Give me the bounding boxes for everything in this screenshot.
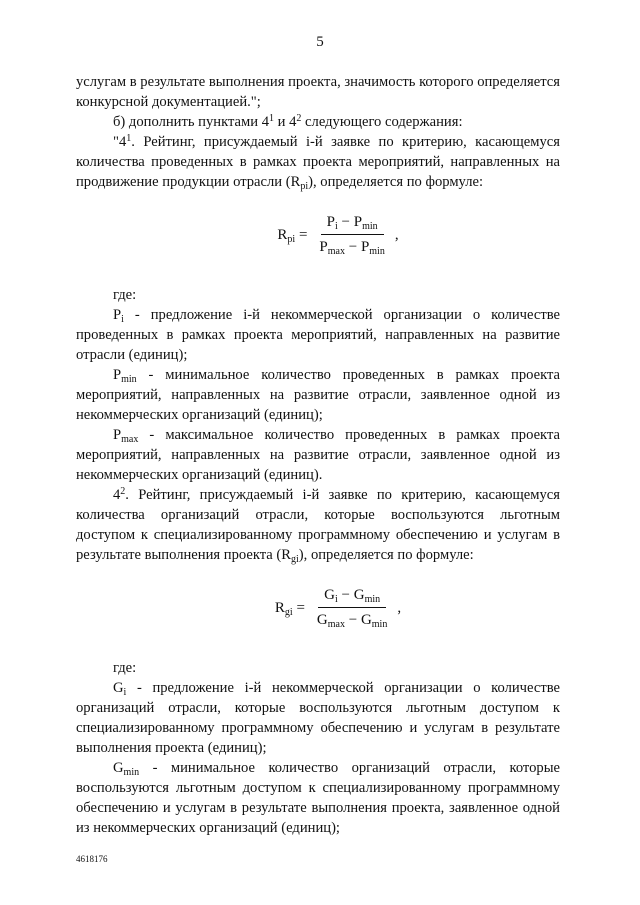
formula-numerator: $G_i - G_{min}$ [318,585,386,608]
paragraph-continuation: услугам в результате выполнения проекта, значимость которого определяется конкурсной документацией."; [76,74,560,110]
paragraph-clause-4-2: $4^2$. Рейтинг, присуждаемый i-й заявке по критерию, касающемуся количества организаций отрасли, которые воспользуются льготным доступом к специализированному программному обеспечению и услугам в результате выполнения проекта $(R_{gi})$, определяется по формуле: [76,486,560,565]
page-number: 5 [316,34,324,50]
document-body [76,72,560,838]
document-code: 4618176 [76,854,108,864]
formula-denominator: $G_{max} - G_{min}$ [316,612,388,630]
label-where-1: где: [113,287,137,303]
paragraph-amendment-intro: б) дополнить пунктами $4^1$ и $4^2$ следующего содержания: [113,113,463,130]
definition-g-i: $G_i$ - предложение i-й некоммерческой организации о количестве организаций отрасли, которые воспользуются льготным доступом к специализированному программному обеспечению и услугам в результате выполнения проекта (единиц); [76,680,560,756]
paragraph-clause-4-1: "$4^1$. Рейтинг, присуждаемый i-й заявке по критерию, касающемуся количества проведенных в рамках проекта мероприятий, направленных на продвижение продукции отрасли $(R_{pi})$, определяется по формуле: [76,133,560,192]
definition-p-max: $P_{max}$ - максимальное количество проведенных в рамках проекта мероприятий, направленных на развитие отрасли, заявленное одной из некоммерческих организаций (единиц). [76,427,560,483]
formula-numerator: $P_i - P_{min}$ [321,212,384,235]
formula-rating-gi: $R_{gi}$ = $\frac{G_i - G_{min}}{G_{max} - G_{min}}$ , [274,587,402,630]
definition-g-min: $G_{min}$ - минимальное количество организаций отрасли, которые воспользуются льготным доступом к специализированному программному обеспечению и услугам в результате выполнения проекта, заявленное одной из некоммерческих организаций (единиц); [76,760,560,836]
label-where-2: где: [113,660,137,676]
formula-fraction [313,212,390,257]
formula-rating-pi: $R_{pi}$ = $\frac{P_i - P_{min}}{P_{max} - P_{min}}$ , [277,214,399,257]
formula-fraction [311,585,393,630]
formula-denominator: $P_{max} - P_{min}$ [319,239,385,257]
definition-p-min: $P_{min}$ - минимальное количество проведенных в рамках проекта мероприятий, направленных на развитие отрасли, заявленное одной из некоммерческих организаций (единиц); [76,367,560,423]
formula-lhs: $R_{gi}$ = [274,599,305,618]
formula-lhs: $R_{pi}$ = [277,226,308,245]
definition-p-i: $P_i$ - предложение i-й некоммерческой организации о количестве проведенных в рамках проекта мероприятий, направленных на развитие отрасли (единиц); [76,307,560,363]
